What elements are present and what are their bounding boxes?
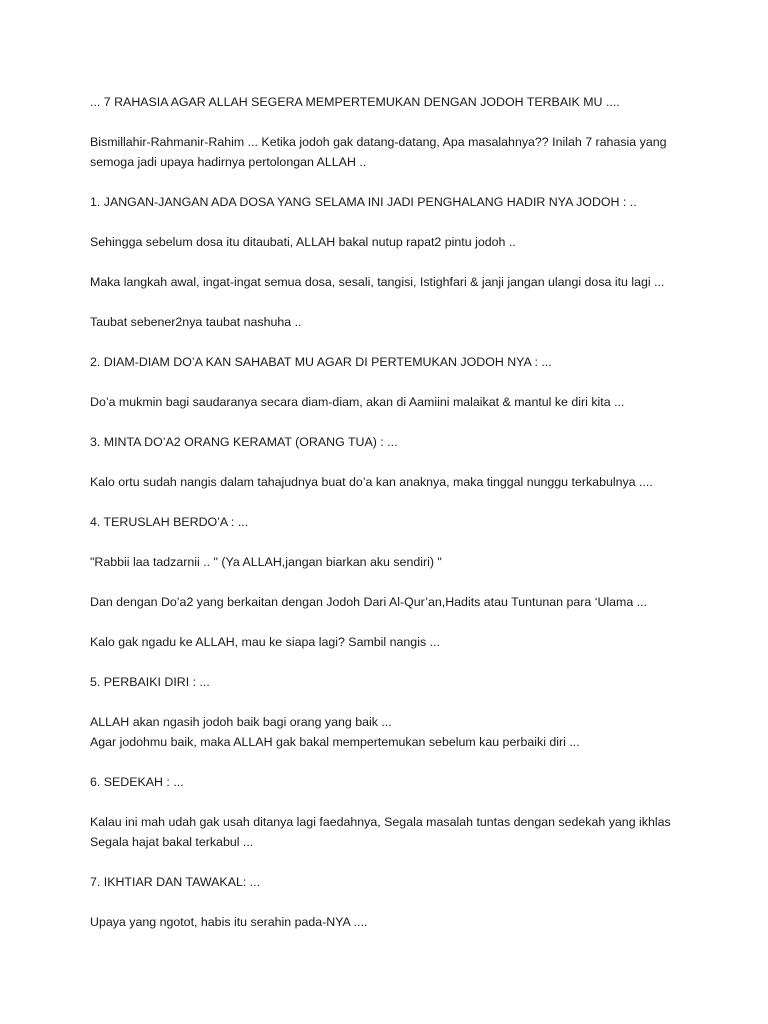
section-4-heading: 4. TERUSLAH BERDO’A : ...	[90, 515, 249, 529]
section-3-paragraph-1: Kalo ortu sudah nangis dalam tahajudnya buat do’a kan anaknya, maka tinggal nunggu terkabulnya ....	[90, 475, 653, 489]
section-7-paragraph-1: Upaya yang ngotot, habis itu serahin pada-NYA ....	[90, 915, 368, 929]
section-6-paragraph-2: Segala hajat bakal terkabul ...	[90, 835, 254, 849]
document-title: ... 7 RAHASIA AGAR ALLAH SEGERA MEMPERTEMUKAN DENGAN JODOH TERBAIK MU ....	[90, 95, 620, 109]
section-5-paragraph-2: Agar jodohmu baik, maka ALLAH gak bakal mempertemukan sebelum kau perbaiki diri ...	[90, 735, 580, 749]
section-1-heading: 1. JANGAN-JANGAN ADA DOSA YANG SELAMA INI JADI PENGHALANG HADIR NYA JODOH : ..	[90, 195, 637, 209]
section-2-heading: 2. DIAM-DIAM DO’A KAN SAHABAT MU AGAR DI PERTEMUKAN JODOH NYA : ...	[90, 355, 552, 369]
section-5-heading: 5. PERBAIKI DIRI : ...	[90, 675, 210, 689]
section-6-heading: 6. SEDEKAH : ...	[90, 775, 184, 789]
section-6-paragraph-1: Kalau ini mah udah gak usah ditanya lagi faedahnya, Segala masalah tuntas dengan sedekah yang ikhlas	[90, 815, 671, 829]
section-7-heading: 7. IKHTIAR DAN TAWAKAL: ...	[90, 875, 261, 889]
section-1-paragraph-3: Taubat sebener2nya taubat nashuha ..	[90, 315, 302, 329]
section-4-paragraph-2: Dan dengan Do’a2 yang berkaitan dengan Jodoh Dari Al-Qur’an,Hadits atau Tuntunan para ‘Ulama ...	[90, 595, 648, 609]
section-3-heading: 3. MINTA DO’A2 ORANG KERAMAT (ORANG TUA) : ...	[90, 435, 398, 449]
intro-line-1: Bismillahir-Rahmanir-Rahim ... Ketika jodoh gak datang-datang, Apa masalahnya?? Inilah 7 rahasia yang	[90, 135, 667, 149]
section-5-paragraph-1: ALLAH akan ngasih jodoh baik bagi orang yang baik ...	[90, 715, 392, 729]
section-4-paragraph-3: Kalo gak ngadu ke ALLAH, mau ke siapa lagi? Sambil nangis ...	[90, 635, 440, 649]
section-1-paragraph-2: Maka langkah awal, ingat-ingat semua dosa, sesali, tangisi, Istighfari & janji jangan ulangi dosa itu lagi ...	[90, 275, 665, 289]
section-4-paragraph-1: "Rabbii laa tadzarnii .. " (Ya ALLAH,jangan biarkan aku sendiri) "	[90, 555, 442, 569]
section-1-paragraph-1: Sehingga sebelum dosa itu ditaubati, ALLAH bakal nutup rapat2 pintu jodoh ..	[90, 235, 516, 249]
intro-line-2: semoga jadi upaya hadirnya pertolongan ALLAH ..	[90, 155, 367, 169]
section-2-paragraph-1: Do’a mukmin bagi saudaranya secara diam-diam, akan di Aamiini malaikat & mantul ke diri kita ...	[90, 395, 625, 409]
